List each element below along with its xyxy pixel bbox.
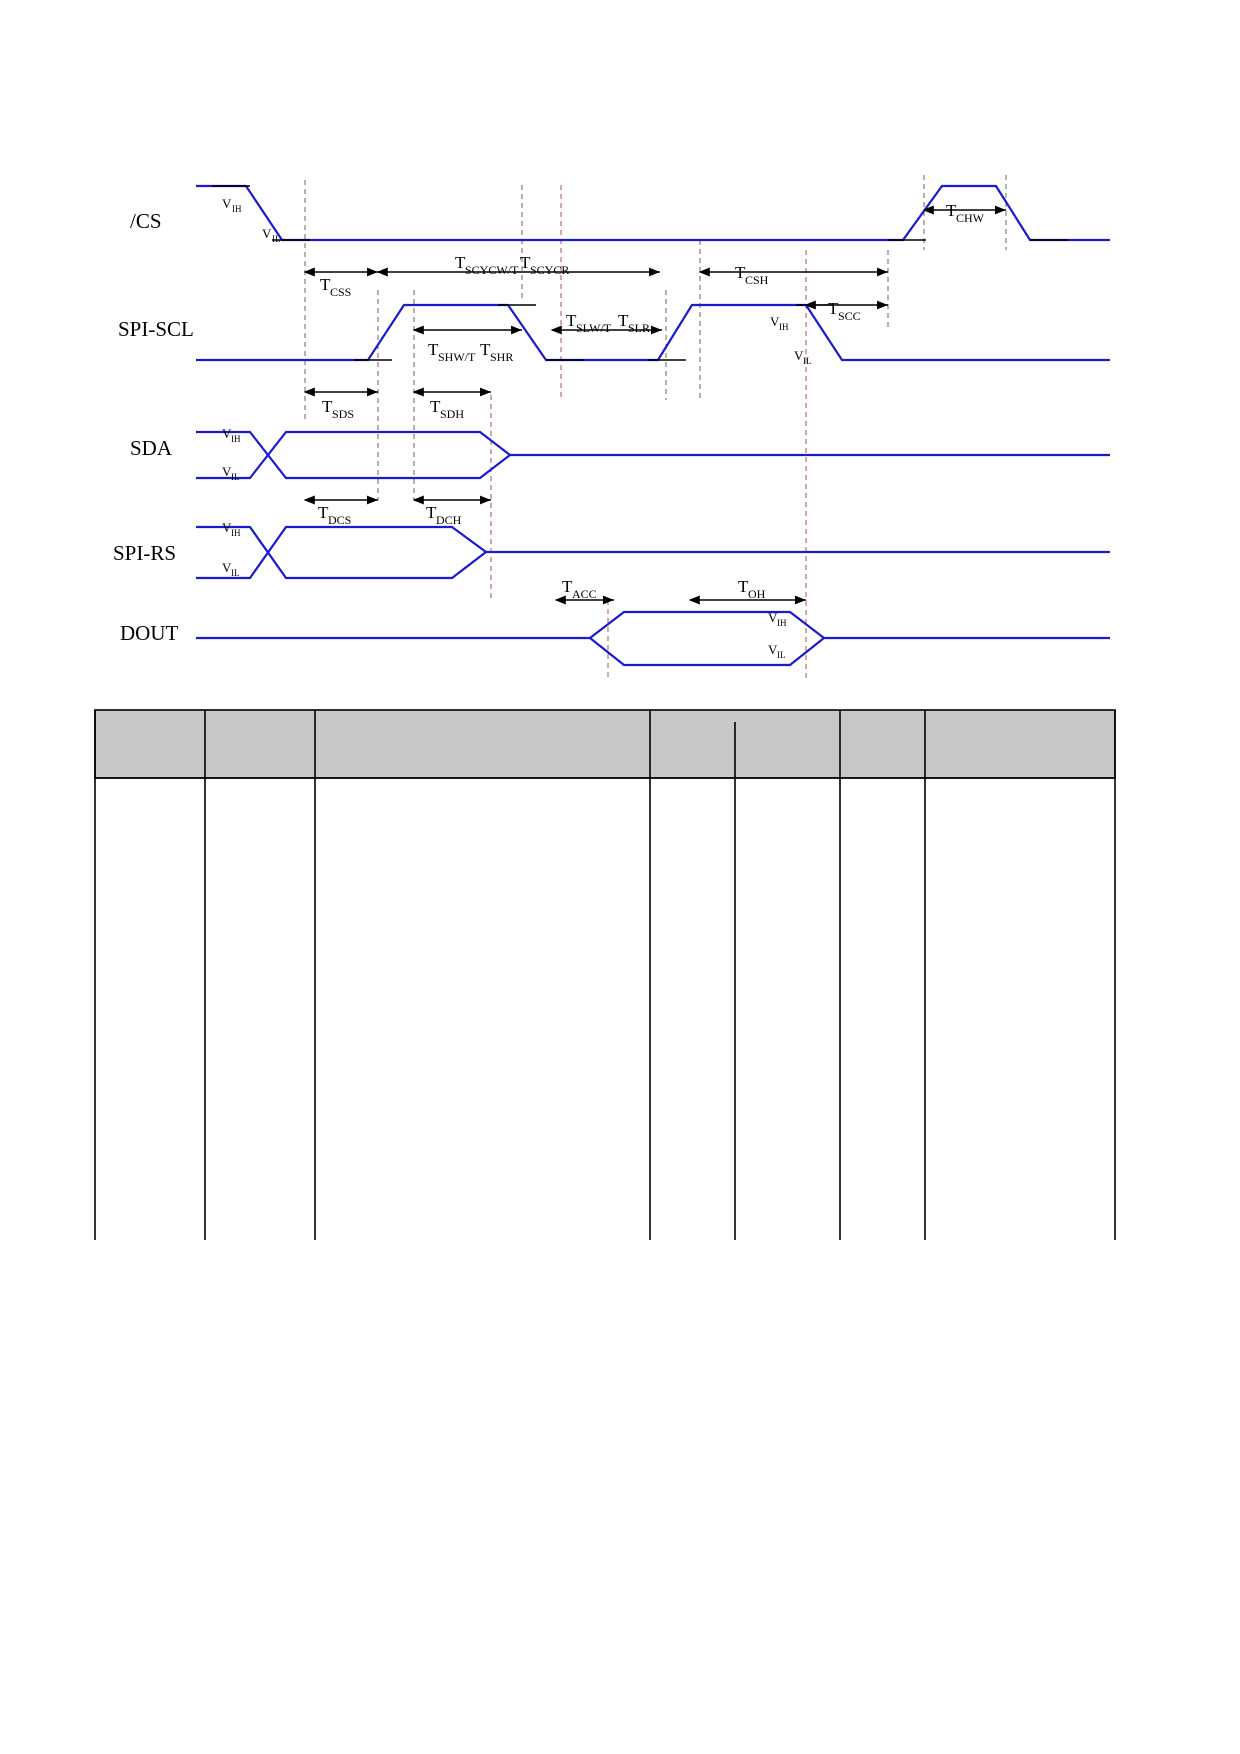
- param-tdcs: [305, 500, 378, 527]
- cs-vil-sub: IL: [272, 234, 281, 244]
- table-header-band: [95, 710, 1115, 778]
- tacc-label: T: [562, 577, 573, 596]
- tdch-sub: DCH: [436, 513, 462, 527]
- tshr-label: T: [480, 340, 491, 359]
- scl-vih-sub: IH: [779, 322, 789, 332]
- tscc-label: T: [828, 299, 839, 318]
- sda-vih-sub: IH: [231, 434, 241, 444]
- timing-spec-table: [0, 700, 1240, 1260]
- cs-vil-label: V: [262, 226, 272, 241]
- waveform-sda: [196, 426, 1110, 482]
- sda-vil-sub: IL: [231, 472, 240, 482]
- signal-label-spi-rs: SPI-RS: [113, 541, 177, 565]
- waveform-spi-rs: [196, 520, 1110, 578]
- dout-vih-sub: IH: [777, 618, 787, 628]
- cs-vih-label: V: [222, 196, 232, 211]
- dout-vil-sub: IL: [777, 650, 786, 660]
- tchw-sub: CHW: [956, 211, 984, 225]
- tshw-label: T: [428, 340, 439, 359]
- scl-vih-label: V: [770, 314, 780, 329]
- scl-vil-label: V: [794, 348, 804, 363]
- tdcs-sub: DCS: [328, 513, 352, 527]
- param-tcss: [305, 272, 378, 299]
- tdcs-label: T: [318, 503, 329, 522]
- sda-vih-label: V: [222, 426, 232, 441]
- param-tscc: [806, 299, 888, 323]
- scl-vil-sub: IL: [803, 356, 812, 366]
- tshr-sub: SHR: [490, 350, 514, 364]
- dout-vih-label: V: [768, 610, 778, 625]
- tcsh-sub: CSH: [745, 273, 769, 287]
- param-tshw: [414, 330, 522, 364]
- signal-label-dout: DOUT: [120, 621, 179, 645]
- timing-guides: [305, 175, 1006, 680]
- tslw-sub: SLW/T: [576, 321, 612, 335]
- param-tsds: [305, 392, 378, 421]
- waveform-spi-scl: [196, 305, 1110, 366]
- toh-label: T: [738, 577, 749, 596]
- tslr-sub: SLR: [628, 321, 651, 335]
- spi-timing-diagram: [0, 0, 1240, 720]
- tchw-label: T: [946, 201, 957, 220]
- tacc-sub: ACC: [572, 587, 597, 601]
- tcss-sub: CSS: [330, 285, 352, 299]
- tsds-label: T: [322, 397, 333, 416]
- param-toh: [690, 577, 806, 601]
- param-tacc: [556, 577, 614, 601]
- tdch-label: T: [426, 503, 437, 522]
- tscyc-label2: T: [520, 253, 531, 272]
- tslr-label: T: [618, 311, 629, 330]
- waveform-dout: [196, 610, 1110, 665]
- param-tsdh: [414, 392, 491, 421]
- signal-label-spi-scl: SPI-SCL: [118, 317, 194, 341]
- sda-vil-label: V: [222, 464, 232, 479]
- rs-vil-label: V: [222, 560, 232, 575]
- tscyc-sub2: SCYCR: [530, 263, 570, 277]
- tcsh-label: T: [735, 263, 746, 282]
- signal-label-sda: SDA: [130, 436, 173, 460]
- tshw-sub: SHW/T: [438, 350, 476, 364]
- tsdh-sub: SDH: [440, 407, 465, 421]
- tslw-label: T: [566, 311, 577, 330]
- param-tdch: [414, 500, 491, 527]
- tsds-sub: SDS: [332, 407, 355, 421]
- param-tslw: [552, 311, 662, 335]
- rs-vih-sub: IH: [231, 528, 241, 538]
- signal-label-cs: /CS: [130, 209, 162, 233]
- param-tcsh: [700, 263, 888, 287]
- tsdh-label: T: [430, 397, 441, 416]
- tscyc-sub: SCYCW/T: [465, 263, 519, 277]
- tscyc-label: T: [455, 253, 466, 272]
- rs-vih-label: V: [222, 520, 232, 535]
- param-tscyc: [378, 253, 660, 277]
- tcss-label: T: [320, 275, 331, 294]
- rs-vil-sub: IL: [231, 568, 240, 578]
- tscc-sub: SCC: [838, 309, 861, 323]
- toh-sub: OH: [748, 587, 766, 601]
- cs-vih-sub: IH: [232, 204, 242, 214]
- dout-vil-label: V: [768, 642, 778, 657]
- param-tchw: [924, 201, 1006, 225]
